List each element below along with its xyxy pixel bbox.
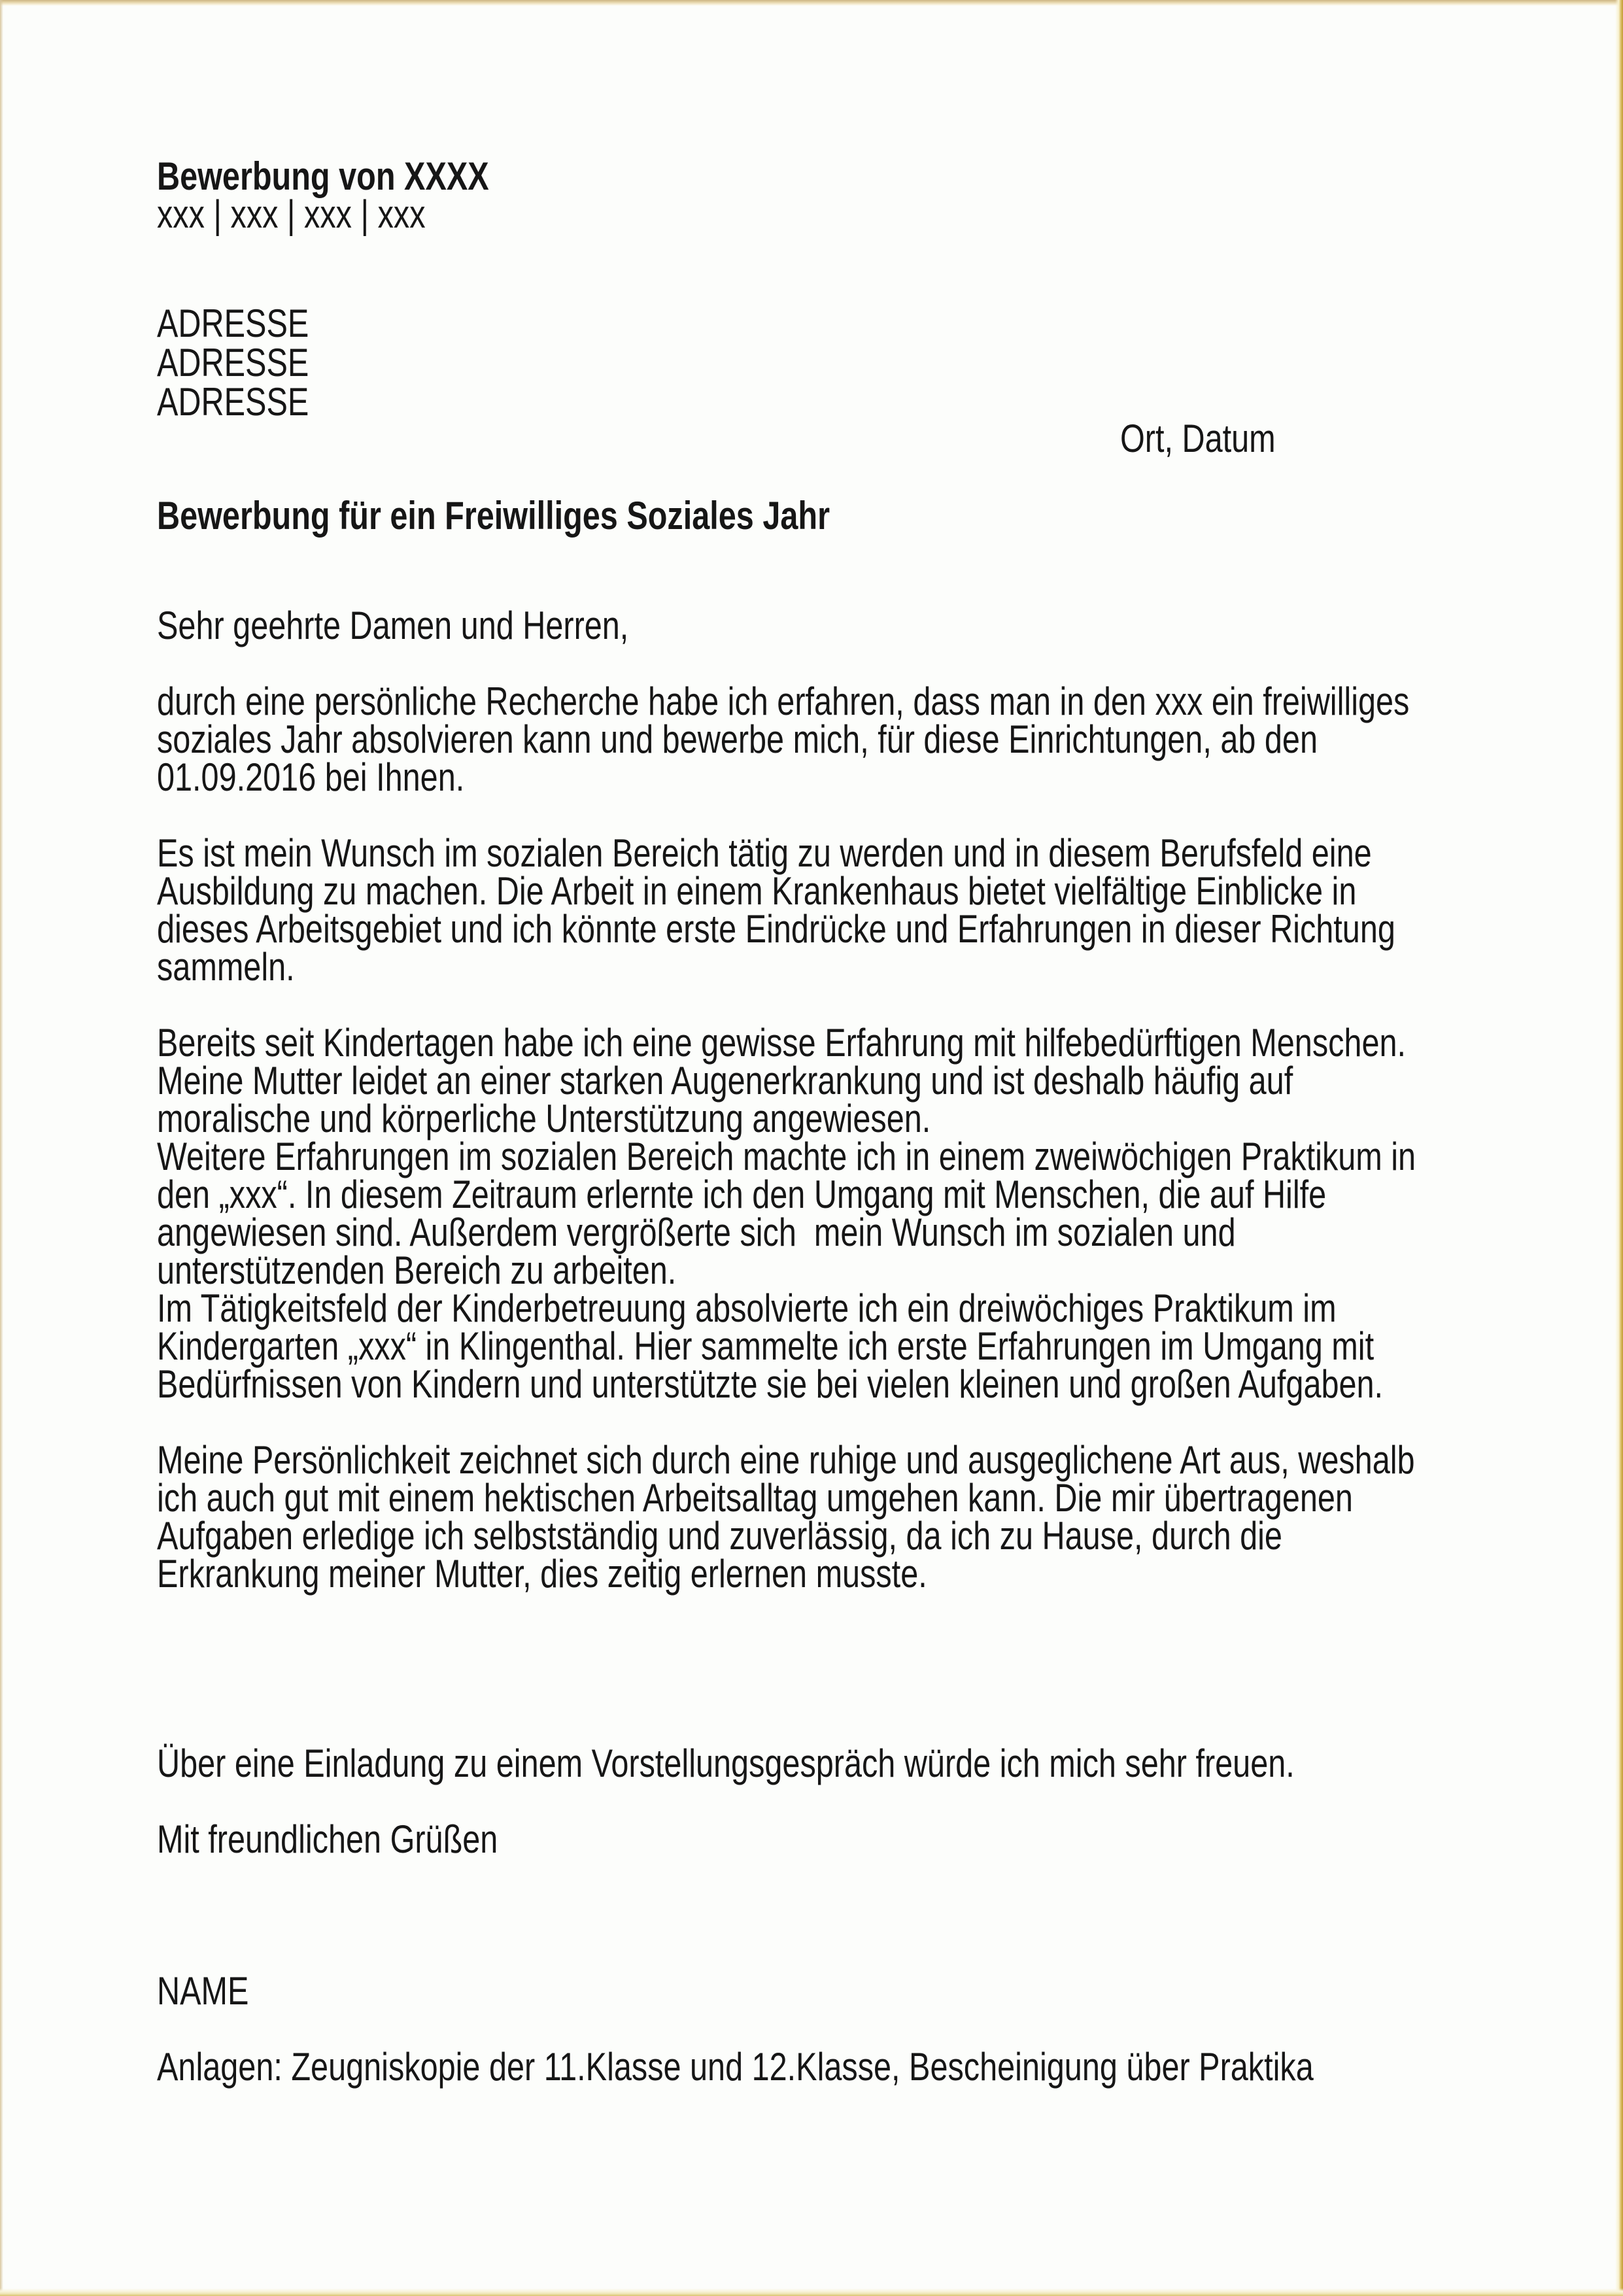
page-frame-left [0, 0, 3, 2296]
letter-line: Im Tätigkeitsfeld der Kinderbetreuung absolvierte ich ein dreiwöchiges Praktikum im [157, 1286, 1337, 1330]
address-line: ADRESSE [157, 380, 309, 424]
letter-line: Bereits seit Kindertagen habe ich eine gewisse Erfahrung mit hilfebedürftigen Menschen. [157, 1021, 1407, 1065]
letter-line [157, 797, 1344, 834]
letter-line [157, 1896, 1344, 1934]
letter-line: Erkrankung meiner Mutter, dies zeitig erlernen musste. [157, 1552, 927, 1596]
letter-line [157, 1669, 1344, 1707]
letter-line: Kindergarten „xxx“ in Klingenthal. Hier sammelte ich erste Erfahrungen im Umgang mit [157, 1324, 1375, 1368]
letter-line: Es ist mein Wunsch im sozialen Bereich tätig zu werden und in diesem Berufsfeld eine [157, 831, 1372, 875]
letter-line [157, 2010, 1344, 2048]
place-date [1120, 417, 1312, 460]
letter-line: Ausbildung zu machen. Die Arbeit in einem Krankenhaus bietet vielfältige Einblicke in [157, 869, 1357, 913]
letter-line: Bedürfnissen von Kindern und unterstützte sie bei vielen kleinen und großen Aufgaben. [157, 1362, 1384, 1406]
address-line: ADRESSE [157, 301, 309, 345]
subject-line [157, 494, 987, 538]
letter-line: Über eine Einladung zu einem Vorstellungsgespräch würde ich mich sehr freuen. [157, 1741, 1295, 1785]
page-frame-bottom [0, 2288, 1623, 2296]
letter-line [157, 1707, 1344, 1745]
letter-line [157, 1403, 1344, 1441]
letter-line [157, 1934, 1344, 1972]
letter-line [157, 1593, 1344, 1631]
place-date-text: Ort, Datum [1120, 417, 1276, 460]
letter-line: unterstützenden Bereich zu arbeiten. [157, 1248, 677, 1292]
letter-line: Weitere Erfahrungen im sozialen Bereich machte ich in einem zweiwöchigen Praktikum in [157, 1135, 1416, 1178]
letter-line: sammeln. [157, 945, 295, 989]
letter-line: Meine Mutter leidet an einer starken Augenerkrankung und ist deshalb häufig auf [157, 1059, 1293, 1103]
letter-line: angewiesen sind. Außerdem vergrößerte sich mein Wunsch im sozialen und [157, 1210, 1236, 1254]
letter-line: Aufgaben erledige ich selbstständig und zuverlässig, da ich zu Hause, durch die [157, 1514, 1282, 1558]
applicant-header [157, 154, 567, 236]
letter-line [157, 986, 1344, 1024]
letter-body [157, 604, 1623, 2089]
letter-line [157, 1631, 1344, 1669]
subject-text: Bewerbung für ein Freiwilliges Soziales Jahr [157, 494, 830, 538]
applicant-title: Bewerbung von XXXX [157, 154, 489, 198]
applicant-contact: xxx | xxx | xxx | xxx [157, 192, 426, 236]
letter-line: Mit freundlichen Grüßen [157, 1817, 498, 1861]
letter-line: soziales Jahr absolvieren kann und bewerbe mich, für diese Einrichtungen, ab den [157, 717, 1318, 761]
letter-line [157, 1783, 1344, 1821]
address-line: ADRESSE [157, 341, 309, 385]
letter-line [157, 645, 1344, 683]
letter-line: dieses Arbeitsgebiet und ich könnte erste Eindrücke und Erfahrungen in dieser Richtung [157, 907, 1395, 951]
letter-line: 01.09.2016 bei Ihnen. [157, 755, 465, 799]
letter-line: den „xxx“. In diesem Zeitraum erlernte ich den Umgang mit Menschen, die auf Hilfe [157, 1173, 1327, 1216]
letter-line: durch eine persönliche Recherche habe ich erfahren, dass man in den xxx ein freiwilliges [157, 679, 1410, 723]
letter-line: ich auch gut mit einem hektischen Arbeitsalltag umgehen kann. Die mir übertragenen [157, 1476, 1353, 1520]
letter-line [157, 1859, 1344, 1896]
letter-line: Anlagen: Zeugniskopie der 11.Klasse und 12.Klasse, Bescheinigung über Praktika [157, 2045, 1314, 2089]
address-block [157, 301, 345, 424]
page-frame-top [0, 0, 1623, 6]
letter-line: moralische und körperliche Unterstützung angewiesen. [157, 1097, 931, 1140]
letter-line: Sehr geehrte Damen und Herren, [157, 604, 629, 647]
letter-line: NAME [157, 1969, 249, 2013]
letter-line: Meine Persönlichkeit zeichnet sich durch eine ruhige und ausgeglichene Art aus, weshalb [157, 1438, 1415, 1482]
